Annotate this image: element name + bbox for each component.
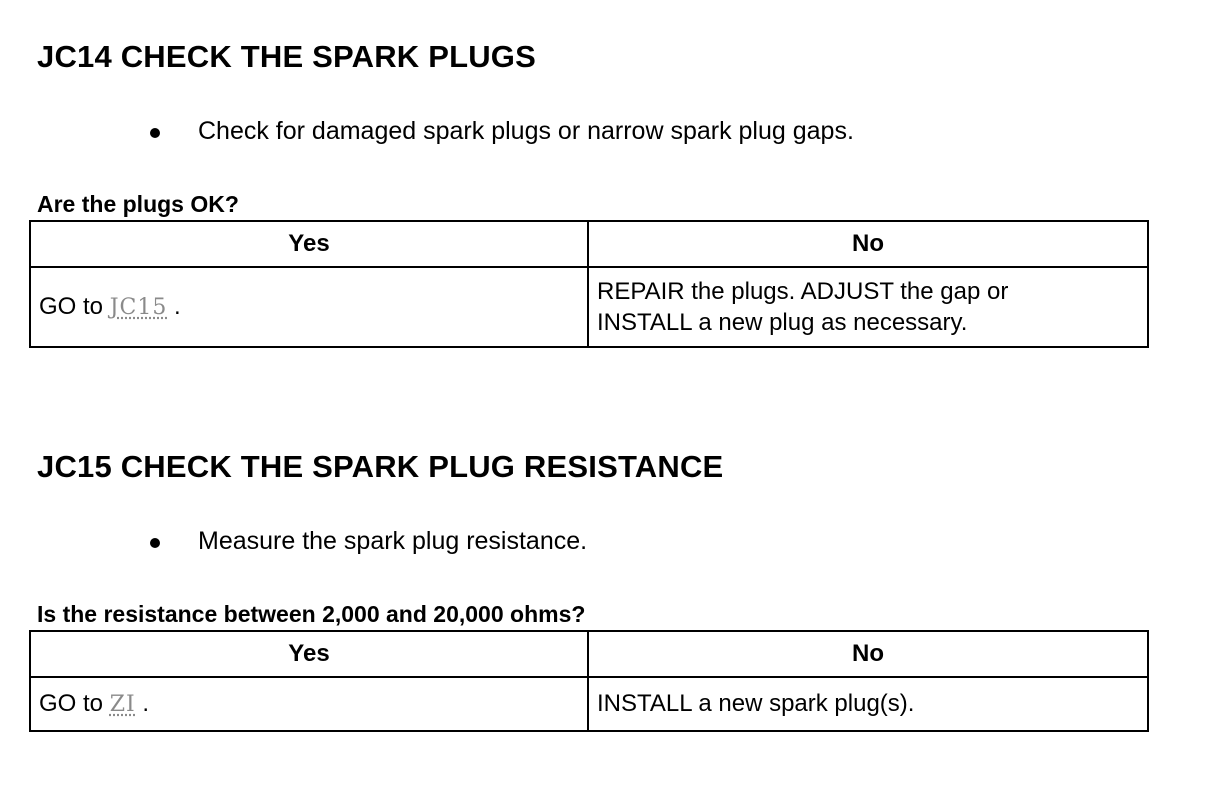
bullet-text: Check for damaged spark plugs or narrow spark plug gaps. [198,117,854,145]
yes-prefix: GO to [39,293,104,320]
bullet-icon [150,128,160,138]
answer-table-jc14 [29,220,1149,348]
yes-cell [30,267,588,347]
column-header-yes: Yes [30,631,588,677]
link-zi[interactable]: ZI [109,692,136,717]
yes-suffix: . [174,293,181,320]
column-header-yes: Yes [30,221,588,267]
column-header-no: No [588,221,1148,267]
yes-prefix: GO to [39,690,104,717]
no-cell: INSTALL a new spark plug(s). [588,677,1148,731]
no-text-line-1: REPAIR the plugs. ADJUST the gap or [597,278,1009,305]
no-cell [588,267,1148,347]
question-jc15: Is the resistance between 2,000 and 20,000 ohms? [37,601,586,627]
column-header-no: No [588,631,1148,677]
answer-table-jc15 [29,630,1149,732]
link-jc15[interactable]: JC15 [109,295,168,320]
no-text-line-2: INSTALL a new plug as necessary. [597,309,968,336]
section-heading-jc15: JC15 CHECK THE SPARK PLUG RESISTANCE [37,449,724,484]
bullet-icon [150,538,160,548]
bullet-text: Measure the spark plug resistance. [198,527,588,555]
section-heading-jc14: JC14 CHECK THE SPARK PLUGS [37,39,536,74]
bullet-item-jc15 [150,527,587,556]
yes-suffix: . [142,690,150,717]
yes-cell [30,677,588,731]
question-jc14: Are the plugs OK? [37,191,239,217]
bullet-item-jc14 [150,117,854,146]
